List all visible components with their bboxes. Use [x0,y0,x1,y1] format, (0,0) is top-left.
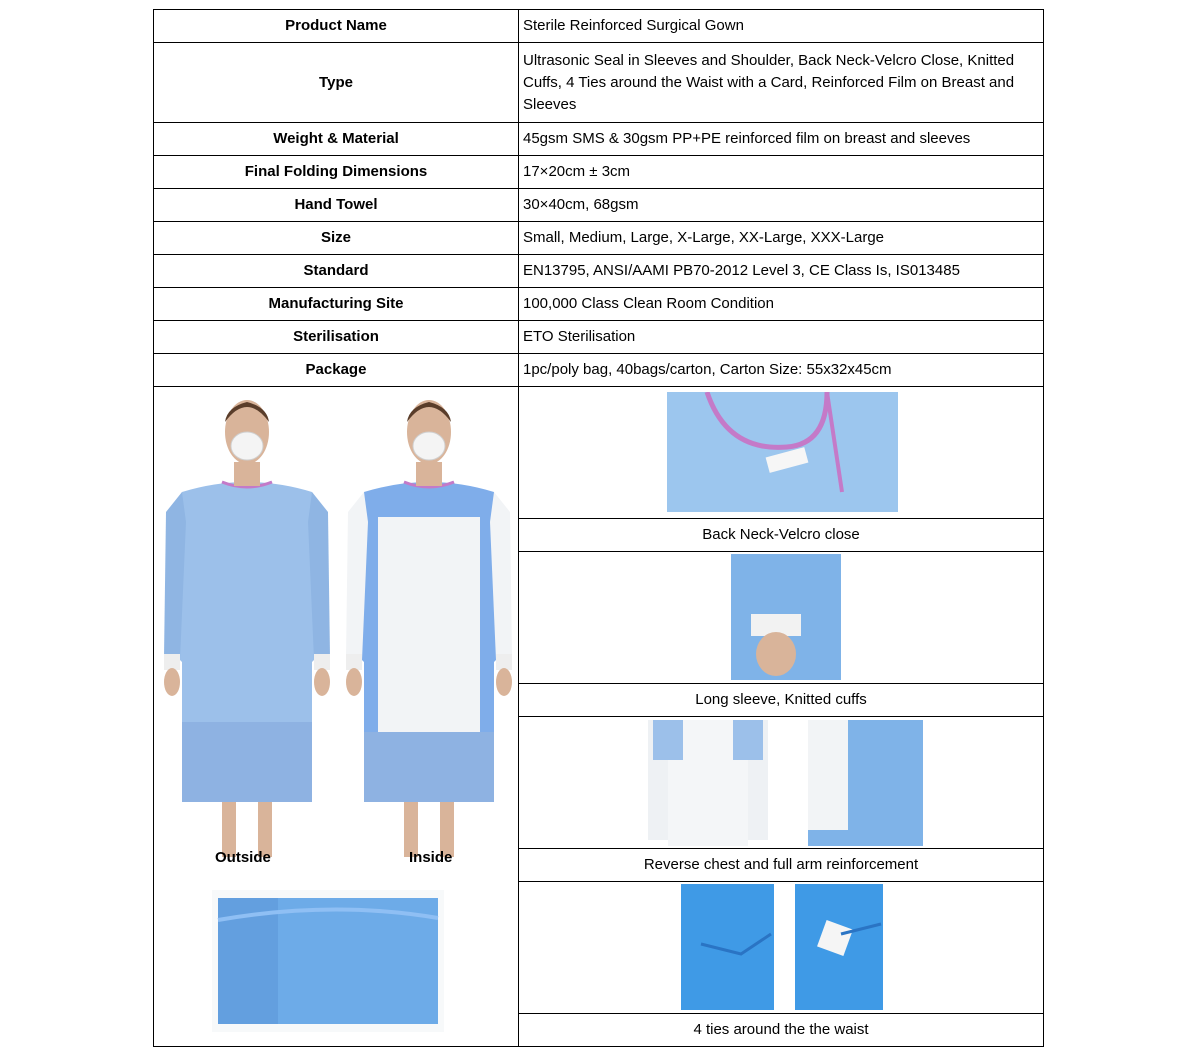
spec-row-size [154,222,1044,255]
spec-value: 1pc/poly bag, 40bags/carton, Carton Size: 55x32x45cm [519,354,1044,387]
spec-row-folding-dimensions [154,156,1044,189]
spec-label: Standard [154,255,519,288]
divider [519,551,1043,552]
photo-section [153,386,1044,1047]
knitted-cuff-photo [731,554,841,680]
caption-back-neck: Back Neck-Velcro close [702,526,860,543]
outside-gown-photo [162,392,332,858]
spec-value: 17×20cm ± 3cm [519,156,1044,189]
divider [519,716,1043,717]
spec-row-weight-material [154,123,1044,156]
spec-value: 45gsm SMS & 30gsm PP+PE reinforced film on breast and sleeves [519,123,1044,156]
spec-label: Manufacturing Site [154,288,519,321]
inside-label: Inside [409,849,453,866]
divider [519,881,1043,882]
spec-value: Sterile Reinforced Surgical Gown [519,10,1044,43]
back-neck-photo [667,392,898,512]
spec-label: Weight & Material [154,123,519,156]
caption-waist-ties: 4 ties around the the waist [693,1021,869,1038]
spec-value: 30×40cm, 68gsm [519,189,1044,222]
spec-row-product-name [154,10,1044,43]
spec-value: Small, Medium, Large, X-Large, XX-Large, XXX-Large [519,222,1044,255]
spec-row-type [154,43,1044,123]
spec-label: Product Name [154,10,519,43]
packaged-gown-photo [212,890,444,1032]
spec-row-hand-towel [154,189,1044,222]
waist-ties-photo [681,884,883,1010]
inside-gown-photo [344,392,514,858]
spec-label: Hand Towel [154,189,519,222]
spec-value: EN13795, ANSI/AAMI PB70-2012 Level 3, CE Class Is, IS013485 [519,255,1044,288]
outside-label: Outside [215,849,271,866]
spec-row-manufacturing-site [154,288,1044,321]
spec-label: Final Folding Dimensions [154,156,519,189]
spec-label: Sterilisation [154,321,519,354]
reinforcement-photo [638,720,923,846]
spec-row-standard [154,255,1044,288]
spec-value: ETO Sterilisation [519,321,1044,354]
spec-row-sterilisation [154,321,1044,354]
spec-label: Package [154,354,519,387]
caption-reinforcement: Reverse chest and full arm reinforcement [643,856,919,873]
spec-label: Size [154,222,519,255]
spec-row-package [154,354,1044,387]
spec-value: 100,000 Class Clean Room Condition [519,288,1044,321]
spec-table [153,9,1044,387]
caption-knitted-cuffs: Long sleeve, Knitted cuffs [695,691,867,708]
spec-value: Ultrasonic Seal in Sleeves and Shoulder, Back Neck-Velcro Close, Knitted Cuffs, 4 Ties around the Waist with a Card, Reinforced Film on Breast and Sleeves [519,43,1044,123]
spec-label: Type [154,43,519,123]
